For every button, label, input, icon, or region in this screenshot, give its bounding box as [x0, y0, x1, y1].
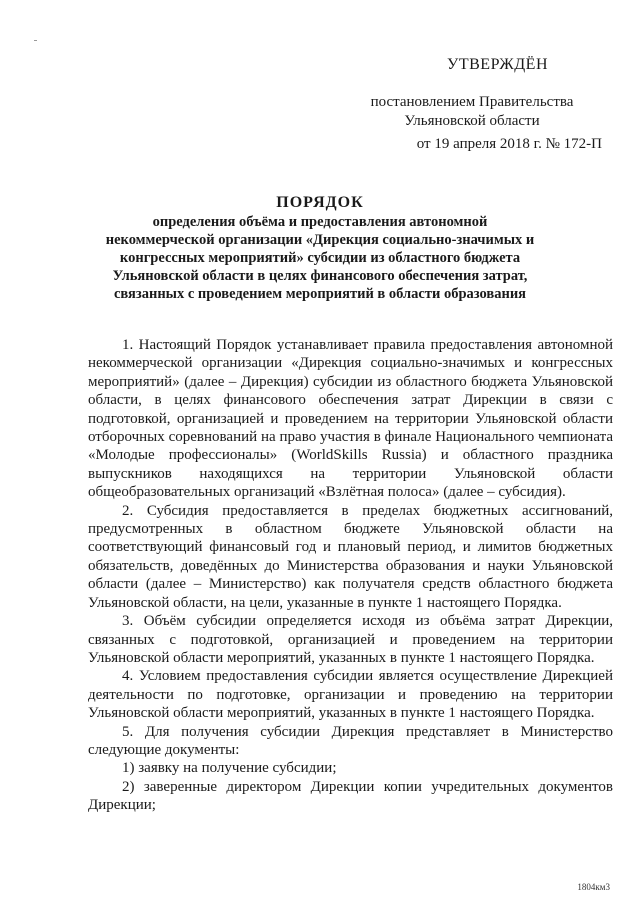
paragraph-3: 3. Объём субсидии определяется исходя из объёма затрат Дирекции, связанных с подготовкой, организацией и проведением на территории Ульяновской области мероприятий, указанных в пункте 1 настоящего Порядка.	[88, 613, 613, 666]
paragraph-4: 4. Условием предоставления субсидии является осуществление Дирекцией деятельности по подготовке, организации и проведению на территории Ульяновской области мероприятий, указанных в пункте 1 настоящего Порядка.	[88, 668, 613, 722]
paragraph-2: 2. Субсидия предоставляется в пределах бюджетных ассигнований, предусмотренных в областном бюджете Ульяновской области на соответствующий финансовый год и плановый период, и лимитов бюджетных обязательств, доведённых до Министерства образования и науки Ульяновской области (далее – Министерство) как получателя средств областного бюджета Ульяновской области, на цели, указанные в пункте 1 настоящего Порядка.	[88, 502, 613, 611]
list-item-2: 2) заверенные директором Дирекции копии учредительных документов Дирекции;	[88, 778, 613, 814]
decree-reference	[342, 93, 602, 131]
paragraph-1: 1. Настоящий Порядок устанавливает правила предоставления автономной некоммерческой организации «Дирекция социально-значимых и конгрессных мероприятий» (далее – Дирекция) субсидии из областного бюджета Ульяновской области, в целях финансового обеспечения затрат Дирекции в связи с подготовкой, организацией и проведением на территории Ульяновской области отборочных соревнований на право участия в финале Национального чемпионата «Молодые профессионалы» (WorldSkills Russia) и областного праздника выпускников находящихся на территории Ульяновской области общеобразовательных организаций «Взлётная полоса» (далее – субсидия).	[88, 337, 613, 501]
document-body	[88, 336, 613, 815]
list-item-1: 1) заявку на получение субсидии;	[122, 760, 337, 777]
decree-date: от 19 апреля 2018 г. № 172-П	[416, 136, 602, 152]
document-title: ПОРЯДОК	[276, 194, 364, 211]
document-subtitle: определения объёма и предоставления автономной некоммерческой организации «Дирекция социально-значимых и конгрессных мероприятий» субсидии из областного бюджета Ульяновской области в целях финансового обеспечения затрат, связанных с проведением мероприятий в области образования	[105, 214, 535, 302]
scan-mark	[34, 40, 37, 41]
footer-code: 1804км3	[577, 882, 610, 892]
decree-line-2: Ульяновской области	[404, 113, 540, 129]
decree-line-1: постановлением Правительства	[370, 94, 574, 110]
approval-stamp-text: УТВЕРЖДЁН	[447, 56, 548, 73]
paragraph-5: 5. Для получения субсидии Дирекция представляет в Министерство следующие документы:	[88, 723, 613, 758]
